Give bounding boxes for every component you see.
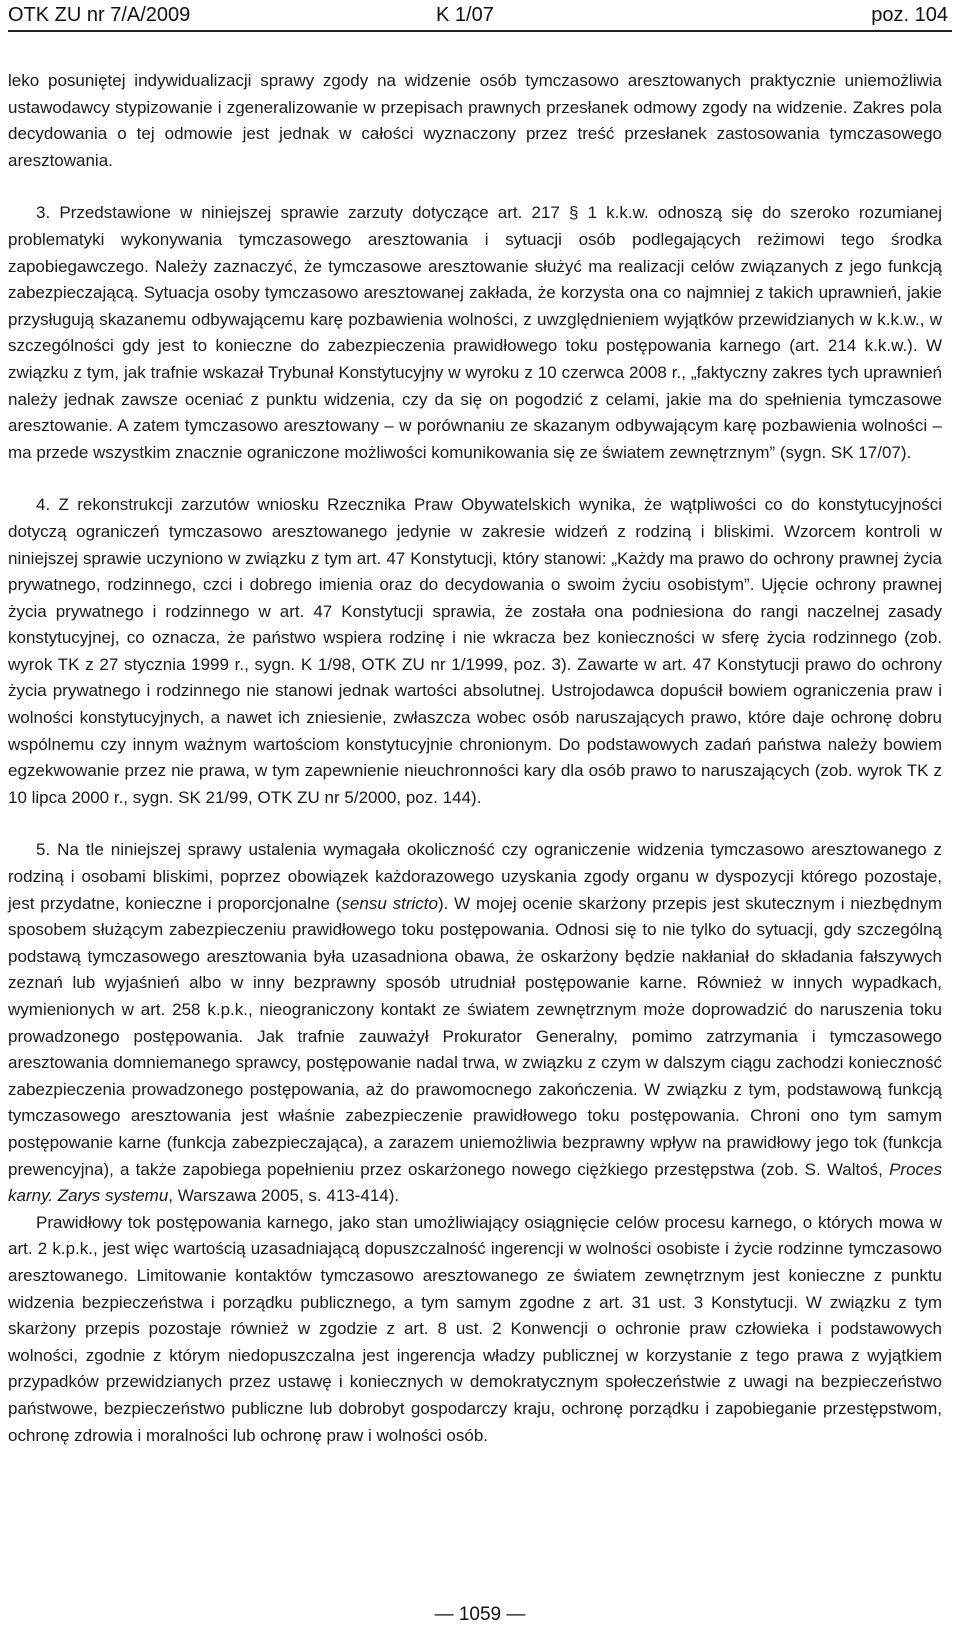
italic-term-sensu-stricto: sensu stricto: [341, 893, 438, 913]
running-header: [8, 0, 952, 30]
journal-reference: OTK ZU nr 7/A/2009: [8, 4, 191, 26]
document-page: [8, 0, 952, 1642]
paragraph-section-5-text-a: 5. Na tle niniejszej sprawy ustalenia wymagała okoliczność czy ograniczenie widzenia tymczasowo aresztowanego z rodziną i osobami bliskimi, poprzez obowiązek każdorazowego uzyskania zgody organu w dyspozycji którego pozostaje, jest przydatne, konieczne i proporcjonalne (: [8, 840, 942, 913]
paragraph-continuation: leko posuniętej indywidualizacji sprawy zgody na widzenie osób tymczasowo aresztowanych praktycznie uniemożliwia ustawodawcy stypizowanie i zgeneralizowanie w przepisach prawnych przesłanek odmowy zgody na widzenie. Zakres pola decydowania o tej odmowie jest jednak w całości wyznaczony przez treść przesłanek zastosowania tymczasowego aresztowania.: [8, 71, 942, 170]
header-divider: [8, 30, 952, 32]
paragraph-section-5-text-c: , Warszawa 2005, s. 413-414).: [168, 1186, 400, 1206]
italic-book-title: Proces karny. Zarys systemu: [8, 1159, 942, 1206]
paragraph-section-5: [8, 837, 942, 1209]
page-number-footer: — 1059 —: [434, 1604, 526, 1625]
paragraph-section-4: 4. Z rekonstrukcji zarzutów wniosku Rzecznika Praw Obywatelskich wynika, że wątpliwości co do konstytucyjności dotyczą ograniczeń tymczasowo aresztowanego jedynie w zakresie widzeń z rodziną i bliskimi. Wzorcem kontroli w niniejszej sprawie uczyniono w związku z tym art. 47 Konstytucji, który stanowi: „Każdy ma prawo do ochrony prawnej życia prywatnego, rodzinnego, czci i dobrego imienia oraz do decydowania o swoim życiu osobistym”. Ujęcie ochrony prawnej życia prywatnego i rodzinnego w art. 47 Konstytucji sprawia, że została ona podniesiona do rangi naczelnej zasady konstytucyjnej, co oznacza, że państwo wspiera rodzinę i nie wkracza bez konieczności w sferę życia rodzinnego (zob. wyrok TK z 27 stycznia 1999 r., sygn. K 1/98, OTK ZU nr 1/1999, poz. 3). Zawarte w art. 47 Konstytucji prawo do ochrony życia prywatnego i rodzinnego nie stanowi jednak wartości absolutnej. Ustrojodawca dopuścił bowiem ograniczenia praw i wolności konstytucyjnych, a nawet ich zniesienie, zwłaszcza wobec osób naruszających prawo, które daje ochronę dobru wspólnemu czy innym ważnym wartościom konstytucyjnie chronionym. Do podstawowych zadań państwa należy bowiem egzekwowanie przez nie prawa, w tym zapewnienie nieuchronności kary dla osób prawo to naruszających (zob. wyrok TK z 10 lipca 2000 r., sygn. SK 21/99, OTK ZU nr 5/2000, poz. 144).: [8, 495, 942, 807]
paragraph-section-5-continued: Prawidłowy tok postępowania karnego, jako stan umożliwiający osiągnięcie celów procesu karnego, o których mowa w art. 2 k.p.k., jest więc wartością uzasadniającą dopuszczalność ingerencji w wolności osobiste i życie rodzinne tymczasowo aresztowanego. Limitowanie kontaktów tymczasowo aresztowanego ze światem zewnętrznym jest konieczne z punktu widzenia bezpieczeństwa i porządku publicznego, a tym samym zgodne z art. 31 ust. 3 Konstytucji. W związku z tym skarżony przepis pozostaje również w zgodzie z art. 8 ust. 2 Konwencji o ochronie praw człowieka i podstawowych wolności, zgodnie z którym niedopuszczalna jest ingerencja władzy publicznej w korzystanie z tego prawa z wyjątkiem przypadków przewidzianych przez ustawę i koniecznych w demokratycznym społeczeństwie z uwagi na bezpieczeństwo państwowe, bezpieczeństwo publiczne lub dobrobyt gospodarczy kraju, ochronę porządku i zapobieganie przestępstwom, ochronę zdrowia i moralności lub ochronę praw i wolności osób.: [8, 1212, 942, 1445]
position-number: poz. 104: [871, 4, 948, 26]
document-body: [8, 68, 942, 1449]
case-signature: K 1/07: [436, 4, 494, 26]
paragraph-section-5-text-b: ). W mojej ocenie skarżony przepis jest skutecznym i niezbędnym sposobem służącym zabezpieczeniu prawidłowego toku postępowania. Odnosi się to nie tylko do sytuacji, gdy szczególną podstawą tymczasowego aresztowania była uzasadniona obawa, że oskarżony będzie nakłaniał do składania fałszywych zeznań lub wyjaśnień albo w inny bezprawny sposób utrudniał postępowanie karne. Również w innych wypadkach, wymienionych w art. 258 k.p.k., nieograniczony kontakt ze światem zewnętrznym może doprowadzić do naruszenia toku prowadzonego postępowania. Jak trafnie zauważył Prokurator Generalny, pomimo zatrzymania i tymczasowego aresztowania domniemanego sprawcy, postępowanie nadal trwa, w związku z czym w dalszym ciągu zachodzi konieczność zabezpieczenia prowadzonego postępowania, aż do prawomocnego zakończenia. W związku z tym, podstawową funkcją tymczasowego aresztowania jest właśnie zabezpieczenie prawidłowego toku postępowania. Chroni ono tym samym postępowanie karne (funkcja zabezpieczająca), a zarazem uniemożliwia bezprawny wpływ na prawidłowy jego tok (funkcja prewencyjna), a także zapobiega popełnieniu przez oskarżonego nowego ciężkiego przestępstwa (zob. S. Waltoś,: [8, 893, 942, 1179]
paragraph-section-3: 3. Przedstawione w niniejszej sprawie zarzuty dotyczące art. 217 § 1 k.k.w. odnoszą się do szeroko rozumianej problematyki wykonywania tymczasowego aresztowania i sytuacji osób podlegających reżimowi tego środka zapobiegawczego. Należy zaznaczyć, że tymczasowe aresztowanie służyć ma realizacji celów związanych z jego funkcją zabezpieczającą. Sytuacja osoby tymczasowo aresztowanej zakłada, że korzysta ona co najmniej z takich uprawnień, jakie przysługują skazanemu odbywającemu karę pozbawienia wolności, z uwzględnieniem wyjątków przewidzianych w k.k.w., w szczególności gdy jest to konieczne do zabezpieczenia prawidłowego toku postępowania karnego (art. 214 k.k.w.). W związku z tym, jak trafnie wskazał Trybunał Konstytucyjny w wyroku z 10 czerwca 2008 r., „faktyczny zakres tych uprawnień należy jednak zawsze oceniać z punktu widzenia, czy da się on pogodzić z celami, jakie ma do spełnienia tymczasowe aresztowanie. A zatem tymczasowo aresztowany – w porównaniu ze skazanym odbywającym karę pozbawienia wolności – ma przede wszystkim znacznie ograniczone możliwości komunikowania się ze światem zewnętrznym” (sygn. SK 17/07).: [8, 203, 942, 462]
